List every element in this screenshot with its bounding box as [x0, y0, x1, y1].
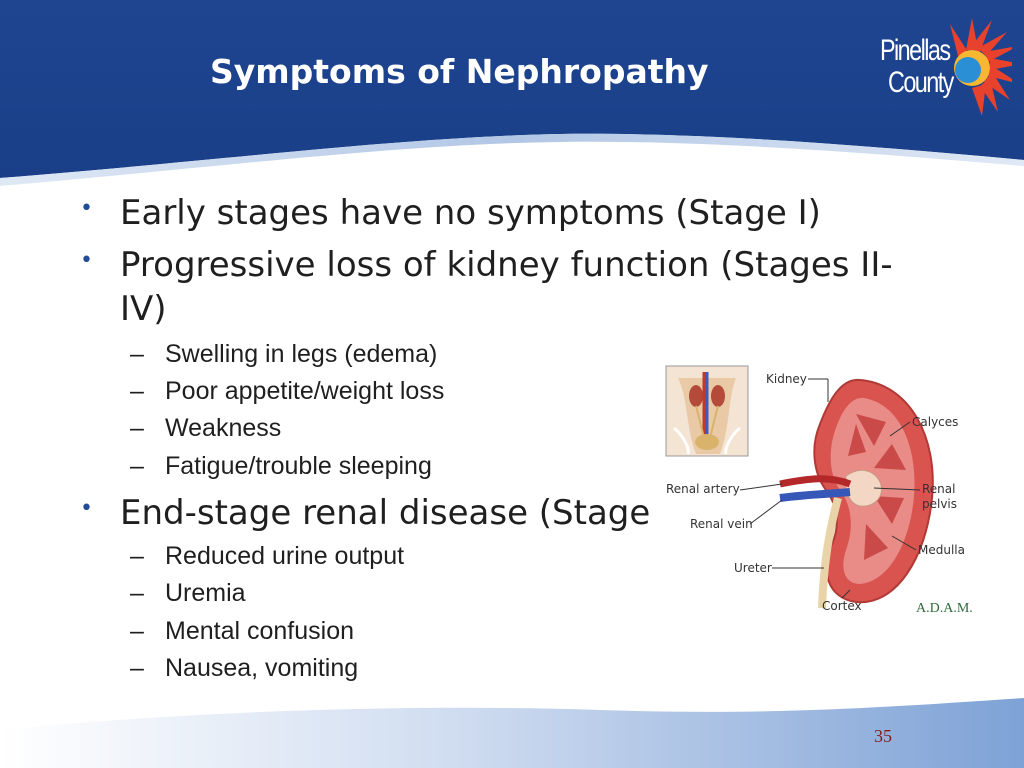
torso-inset-image [666, 366, 748, 456]
bullet-marker: • [80, 496, 93, 521]
bullet-marker: • [80, 196, 93, 221]
sub-bullet-marker: – [130, 617, 144, 645]
slide-title: Symptoms of Nephropathy [210, 52, 709, 91]
sub-bullet-marker: – [130, 654, 144, 682]
sub-bullet-marker: – [130, 452, 144, 480]
logo-text-line1: Pinellas [880, 34, 950, 67]
page-number: 35 [874, 726, 892, 746]
label-renal-pelvis-line2: pelvis [922, 497, 958, 511]
sub-bullet-text: Fatigue/trouble sleeping [165, 452, 432, 480]
sub-bullet-marker: – [130, 414, 144, 442]
label-renal-pelvis-line1: Renal [922, 482, 956, 496]
bullet-text: Early stages have no symptoms (Stage I) [120, 193, 821, 233]
sub-bullet-text: Mental confusion [165, 617, 355, 645]
logo-text-line2: County [888, 66, 953, 99]
sub-bullet-text: Nausea, vomiting [165, 654, 359, 682]
sub-bullet-text: Uremia [165, 579, 246, 607]
bullet-marker: • [80, 248, 93, 273]
adam-credit: A.D.A.M. [916, 601, 973, 616]
label-cortex: Cortex [822, 599, 862, 613]
label-kidney: Kidney [766, 372, 807, 386]
sub-bullet-text: Poor appetite/weight loss [165, 377, 445, 405]
label-calyces: Calyces [912, 415, 959, 429]
bullet-text: End-stage renal disease (Stage [120, 493, 651, 533]
sub-bullet-marker: – [130, 579, 144, 607]
footer-wave [0, 688, 1024, 768]
sub-bullet-text: Weakness [165, 414, 282, 442]
sub-bullet-text: Swelling in legs (edema) [165, 340, 438, 368]
label-ureter: Ureter [734, 561, 772, 575]
bullet-text-continued: IV) [120, 289, 167, 329]
sub-bullet-marker: – [130, 542, 144, 570]
label-renal-vein: Renal vein [690, 517, 753, 531]
sub-bullet-text: Reduced urine output [165, 542, 405, 570]
kidney-anatomy-figure [660, 358, 980, 623]
label-renal-artery: Renal artery [666, 482, 740, 496]
sub-bullet-marker: – [130, 340, 144, 368]
bullet-text: Progressive loss of kidney function (Stages II- [120, 245, 893, 285]
label-medulla: Medulla [918, 543, 965, 557]
sub-bullet-marker: – [130, 377, 144, 405]
